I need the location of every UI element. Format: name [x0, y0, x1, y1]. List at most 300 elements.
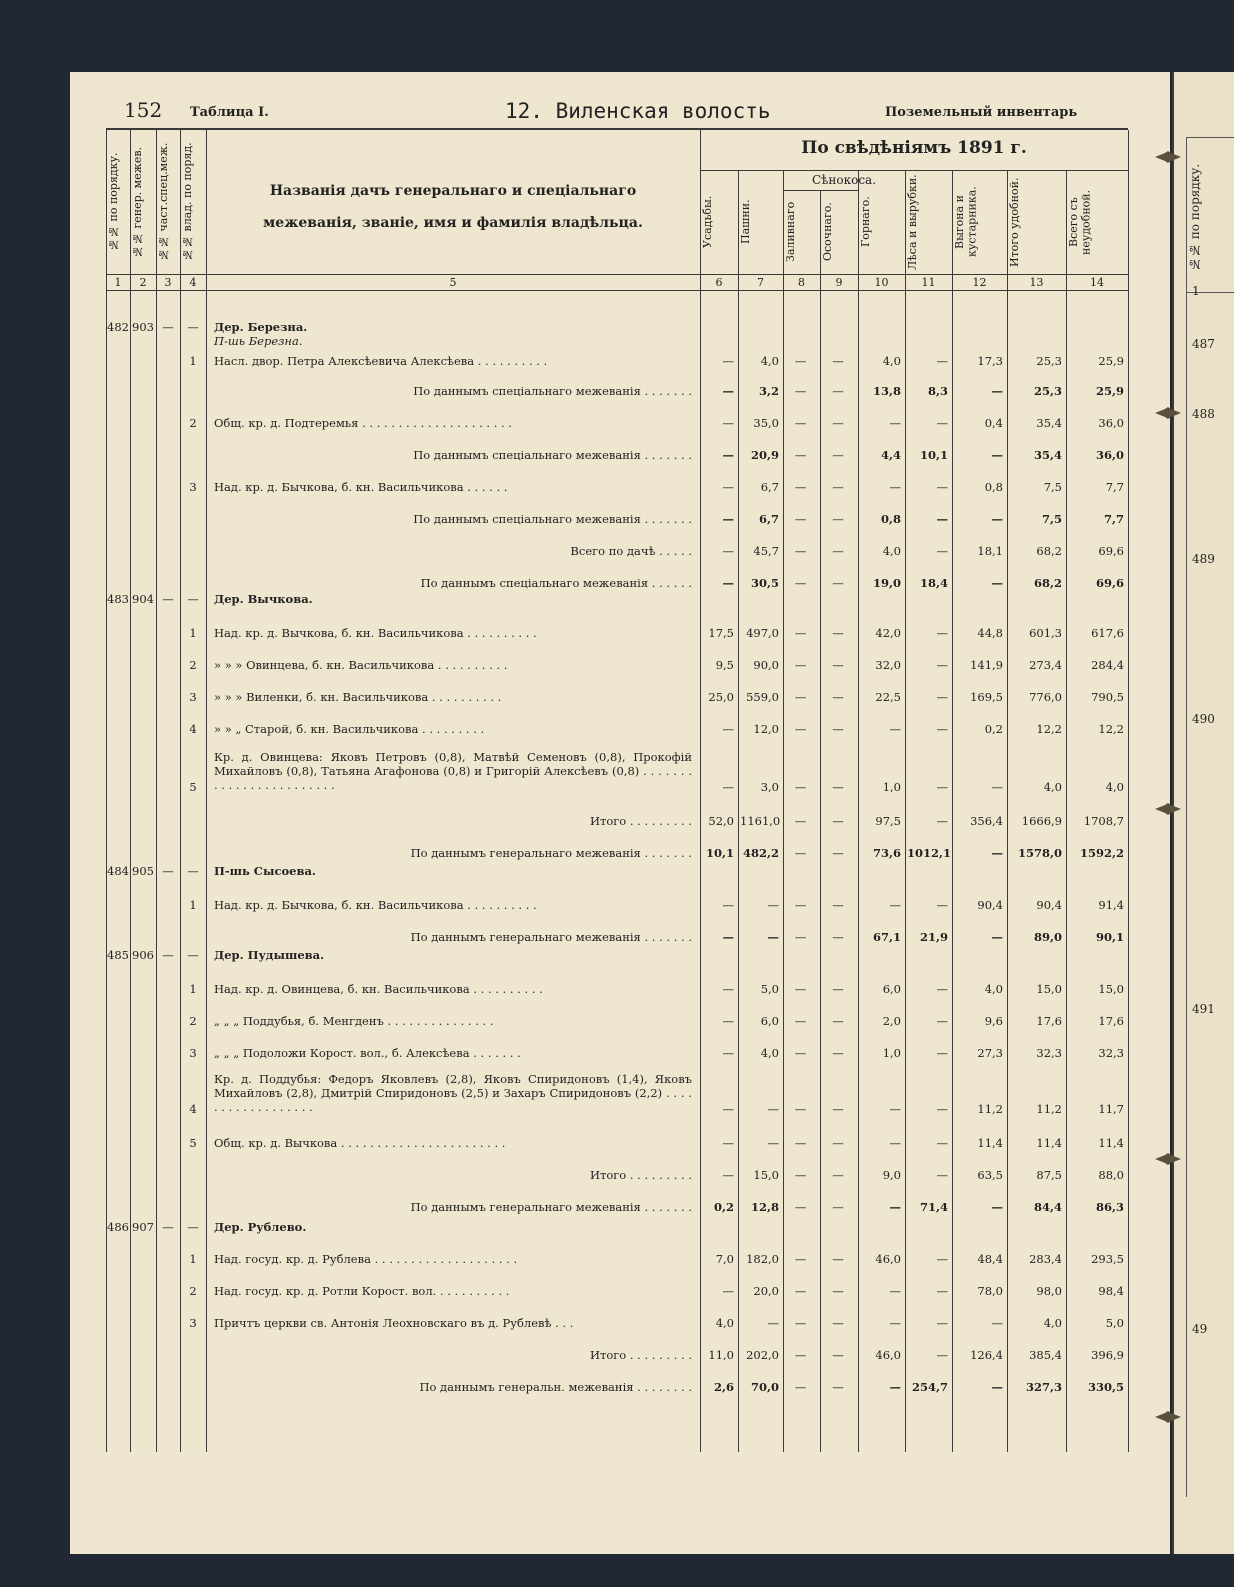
- column-number: 12: [972, 276, 987, 289]
- value-col-7: 6,0: [760, 1014, 779, 1028]
- value-col-7: —: [767, 930, 779, 944]
- value-col-11: —: [936, 354, 948, 368]
- value-col-7: 1161,0: [740, 814, 781, 828]
- owner-number: 3: [189, 1046, 197, 1060]
- value-col-11: —: [936, 512, 948, 526]
- binding-staple-icon: [1155, 404, 1181, 416]
- value-col-6: 10,1: [705, 846, 734, 860]
- value-col-10: —: [889, 480, 901, 494]
- volost-title: 12. Виленская волость: [505, 99, 771, 123]
- row-label: По даннымъ генеральн. межеванія . . . . . . . .: [419, 1380, 692, 1394]
- value-col-8: —: [794, 544, 807, 558]
- value-col-10: 4,4: [880, 448, 901, 462]
- column-rule: [1128, 130, 1129, 1452]
- facing-row-number: 489: [1192, 552, 1215, 566]
- row-number: 485: [107, 948, 129, 962]
- value-col-12: 17,3: [977, 354, 1003, 368]
- value-col-6: 25,0: [708, 690, 734, 704]
- value-col-9: —: [832, 1136, 844, 1150]
- column-rule: [905, 170, 906, 1452]
- value-col-13: 11,4: [1036, 1136, 1062, 1150]
- value-col-12: 0,2: [984, 722, 1003, 736]
- owner-number: 1: [189, 1252, 197, 1266]
- value-col-14: 69,6: [1095, 576, 1124, 590]
- owner-number: 5: [189, 780, 197, 794]
- value-col-7: 182,0: [746, 1252, 779, 1266]
- value-col-7: 35,0: [753, 416, 779, 430]
- value-col-10: —: [889, 416, 901, 430]
- column-header-12: Выгона и кустарника.: [953, 186, 979, 258]
- value-col-7: 12,0: [753, 722, 779, 736]
- value-col-7: 20,9: [750, 448, 779, 462]
- value-col-13: 87,5: [1036, 1168, 1062, 1182]
- value-col-9: —: [832, 1348, 844, 1362]
- value-col-6: —: [722, 544, 734, 558]
- column-number: 9: [835, 276, 843, 289]
- book-page: [70, 72, 1170, 1554]
- value-col-8: —: [794, 1102, 807, 1116]
- column-number: 2: [139, 276, 147, 289]
- value-col-13: 12,2: [1036, 722, 1062, 736]
- owner-number: 1: [189, 354, 197, 368]
- value-col-11: —: [936, 690, 948, 704]
- row-label: По даннымъ генеральнаго межеванія . . . . . . .: [410, 930, 692, 944]
- value-col-7: 12,8: [750, 1200, 779, 1214]
- value-col-13: 35,4: [1036, 416, 1062, 430]
- value-col-6: 4,0: [715, 1316, 734, 1330]
- owner-number: 4: [189, 1102, 197, 1116]
- value-col-8: —: [794, 1252, 807, 1266]
- value-col-11: —: [936, 1102, 948, 1116]
- special-survey-number: —: [162, 1220, 174, 1234]
- column-number: 11: [921, 276, 936, 289]
- row-label: Над. кр. д. Овинцева, б. кн. Васильчикова . . . . . . . . . .: [214, 982, 543, 996]
- value-col-11: —: [936, 780, 948, 794]
- row-label: Кр. д. Овинцева: Яковъ Петровъ (0,8), Матвѣй Семеновъ (0,8), Прокофій Михайловъ (0,8), Татьяна Агафонова (0,8) и Григорій Алексѣевъ (0,8) . . . . . . . . . . . . . . . . . . . . . . . .: [214, 750, 692, 792]
- column-number: 4: [189, 276, 197, 289]
- column-number: 8: [798, 276, 805, 289]
- column-header-3: №№ част.спец.меж.: [157, 142, 170, 262]
- value-col-8: —: [794, 1136, 807, 1150]
- value-col-12: 44,8: [977, 626, 1003, 640]
- value-col-9: —: [832, 1014, 844, 1028]
- value-col-10: —: [889, 1136, 901, 1150]
- value-col-9: —: [832, 846, 844, 860]
- value-col-7: 3,0: [760, 780, 779, 794]
- owner-number: —: [187, 864, 199, 878]
- value-col-14: 90,1: [1095, 930, 1124, 944]
- value-col-6: —: [722, 480, 734, 494]
- owner-number: 2: [189, 658, 197, 672]
- value-col-7: 4,0: [760, 1046, 779, 1060]
- value-col-10: —: [889, 1316, 901, 1330]
- column-header-7: Пашни.: [739, 199, 752, 245]
- value-col-9: —: [832, 1168, 844, 1182]
- value-col-13: 68,2: [1033, 576, 1062, 590]
- facing-row-number: 488: [1192, 407, 1215, 421]
- value-col-10: 46,0: [875, 1252, 901, 1266]
- value-col-8: —: [794, 846, 807, 860]
- group-header: По свѣдѣніямъ 1891 г.: [801, 138, 1027, 158]
- value-col-7: —: [767, 1316, 779, 1330]
- value-col-13: 4,0: [1043, 780, 1062, 794]
- facing-row-number: 487: [1192, 337, 1215, 351]
- value-col-9: —: [832, 1046, 844, 1060]
- value-col-10: —: [889, 1200, 901, 1214]
- value-col-12: 63,5: [977, 1168, 1003, 1182]
- value-col-7: 559,0: [746, 690, 779, 704]
- value-col-8: —: [794, 448, 807, 462]
- value-col-7: —: [767, 1102, 779, 1116]
- row-label: Всего по дачѣ . . . . .: [570, 544, 692, 558]
- row-label: Итого . . . . . . . . .: [589, 814, 692, 828]
- value-col-13: 283,4: [1029, 1252, 1062, 1266]
- value-col-14: 330,5: [1087, 1380, 1124, 1394]
- value-col-12: —: [991, 930, 1003, 944]
- owner-number: 3: [189, 1316, 197, 1330]
- binding-staple-icon: [1155, 1408, 1181, 1420]
- value-col-9: —: [832, 930, 844, 944]
- value-col-12: 18,1: [977, 544, 1003, 558]
- value-col-13: 15,0: [1036, 982, 1062, 996]
- value-col-11: —: [936, 1316, 948, 1330]
- column-number: 3: [164, 276, 172, 289]
- value-col-8: —: [794, 780, 807, 794]
- value-col-9: —: [832, 354, 844, 368]
- value-col-8: —: [794, 930, 807, 944]
- value-col-12: —: [991, 448, 1003, 462]
- column-rule: [738, 170, 739, 1452]
- owner-number: 5: [189, 1136, 197, 1150]
- value-col-12: —: [991, 1200, 1003, 1214]
- owner-number: 3: [189, 480, 197, 494]
- value-col-7: 3,2: [758, 384, 779, 398]
- value-col-7: 5,0: [760, 982, 779, 996]
- value-col-14: 284,4: [1091, 658, 1124, 672]
- row-label: По даннымъ спеціальнаго межеванія . . . . . .: [420, 576, 692, 590]
- owner-number: 2: [189, 416, 197, 430]
- value-col-8: —: [794, 1014, 807, 1028]
- value-col-6: —: [722, 722, 734, 736]
- value-col-14: 617,6: [1091, 626, 1124, 640]
- column-header-13: Итого удобной.: [1008, 177, 1021, 267]
- value-col-14: 32,3: [1098, 1046, 1124, 1060]
- value-col-10: 97,5: [875, 814, 901, 828]
- value-col-8: —: [794, 1168, 807, 1182]
- facing-column-number: 1: [1192, 284, 1200, 298]
- value-col-8: —: [794, 690, 807, 704]
- value-col-8: —: [794, 814, 807, 828]
- value-col-9: —: [832, 544, 844, 558]
- value-col-8: —: [794, 1200, 807, 1214]
- value-col-13: 4,0: [1043, 1316, 1062, 1330]
- column-header-1: №№ по порядку.: [107, 152, 120, 252]
- value-col-8: —: [794, 1316, 807, 1330]
- value-col-7: 6,7: [760, 480, 779, 494]
- row-label: Над. кр. д. Бычкова, б. кн. Васильчикова . . . . . .: [214, 480, 508, 494]
- value-col-10: 1,0: [882, 1046, 901, 1060]
- owner-number: 1: [189, 982, 197, 996]
- column-number: 1: [114, 276, 122, 289]
- value-col-11: 1012,1: [907, 846, 952, 860]
- value-col-8: —: [794, 576, 807, 590]
- numbers-bottom-rule: [106, 290, 1128, 291]
- value-col-7: 45,7: [753, 544, 779, 558]
- value-col-11: 8,3: [927, 384, 948, 398]
- value-col-10: 22,5: [875, 690, 901, 704]
- value-col-14: 36,0: [1098, 416, 1124, 430]
- owner-number: 1: [189, 626, 197, 640]
- estate-title: П-шь Сысоева.: [214, 864, 316, 878]
- value-col-12: 90,4: [977, 898, 1003, 912]
- value-col-9: —: [832, 658, 844, 672]
- value-col-11: —: [936, 1046, 948, 1060]
- value-col-9: —: [832, 1252, 844, 1266]
- value-col-7: 482,2: [742, 846, 779, 860]
- value-col-8: —: [794, 384, 807, 398]
- row-number: 486: [107, 1220, 129, 1234]
- value-col-11: 71,4: [919, 1200, 948, 1214]
- column-header-6: Усадьбы.: [701, 195, 714, 249]
- value-col-7: 4,0: [760, 354, 779, 368]
- value-col-12: 169,5: [970, 690, 1003, 704]
- special-survey-number: —: [162, 592, 174, 606]
- value-col-14: 86,3: [1095, 1200, 1124, 1214]
- row-label: » » „ Старой, б. кн. Васильчикова . . . . . . . . .: [214, 722, 485, 736]
- facing-row-number: 491: [1192, 1002, 1215, 1016]
- column-number: 5: [449, 276, 457, 289]
- column-rule: [952, 170, 953, 1452]
- value-col-7: 15,0: [753, 1168, 779, 1182]
- value-col-6: —: [722, 512, 734, 526]
- value-col-12: 11,2: [977, 1102, 1003, 1116]
- value-col-13: 98,0: [1036, 1284, 1062, 1298]
- estate-title: Дер. Пудышева.: [214, 948, 325, 962]
- estate-title: Дер. Березна.: [214, 320, 308, 334]
- value-col-6: 0,2: [713, 1200, 734, 1214]
- value-col-14: 7,7: [1105, 480, 1124, 494]
- row-label: По даннымъ спеціальнаго межеванія . . . . . . .: [413, 512, 692, 526]
- column-rule: [206, 130, 207, 1452]
- row-label: Причтъ церкви св. Антонія Леохновскаго въ д. Рублевѣ . . .: [214, 1316, 574, 1330]
- column-number: 14: [1090, 276, 1104, 289]
- owner-number: 3: [189, 690, 197, 704]
- value-col-14: 91,4: [1098, 898, 1124, 912]
- value-col-8: —: [794, 1380, 807, 1394]
- value-col-6: —: [722, 1168, 734, 1182]
- value-col-6: —: [722, 1014, 734, 1028]
- value-col-9: —: [832, 898, 844, 912]
- value-col-7: 30,5: [750, 576, 779, 590]
- column-rule: [783, 170, 784, 1452]
- hay-header: Сѣнокоса.: [811, 173, 877, 187]
- row-label: „ „ „ Подоложи Корост. вол., б. Алексѣева . . . . . . .: [214, 1046, 521, 1060]
- value-col-12: 27,3: [977, 1046, 1003, 1060]
- value-col-13: 89,0: [1033, 930, 1062, 944]
- value-col-12: 126,4: [970, 1348, 1003, 1362]
- value-col-11: —: [936, 814, 948, 828]
- value-col-7: —: [767, 898, 779, 912]
- facing-page-edge: [1172, 72, 1234, 1554]
- value-col-13: 35,4: [1033, 448, 1062, 462]
- value-col-12: 48,4: [977, 1252, 1003, 1266]
- value-col-7: 497,0: [746, 626, 779, 640]
- row-number: 482: [107, 320, 129, 334]
- column-rule: [700, 130, 701, 1452]
- value-col-14: 1708,7: [1083, 814, 1124, 828]
- value-col-9: —: [832, 448, 844, 462]
- value-col-12: —: [991, 780, 1003, 794]
- value-col-6: —: [722, 930, 734, 944]
- value-col-8: —: [794, 658, 807, 672]
- value-col-13: 25,3: [1036, 354, 1062, 368]
- row-label: По даннымъ спеціальнаго межеванія . . . . . . .: [413, 384, 692, 398]
- value-col-6: —: [722, 576, 734, 590]
- owner-number: —: [187, 592, 199, 606]
- column-header-11: Лѣса и вырубки.: [906, 174, 919, 270]
- value-col-13: 7,5: [1043, 480, 1062, 494]
- estate-title: Дер. Рублево.: [214, 1220, 307, 1234]
- value-col-13: 1666,9: [1021, 814, 1062, 828]
- value-col-12: —: [991, 846, 1003, 860]
- value-col-8: —: [794, 722, 807, 736]
- value-col-8: —: [794, 512, 807, 526]
- value-col-11: —: [936, 1252, 948, 1266]
- value-col-14: 11,4: [1098, 1136, 1124, 1150]
- value-col-9: —: [832, 1284, 844, 1298]
- group-header-rule: [700, 170, 1128, 171]
- value-col-10: 32,0: [875, 658, 901, 672]
- value-col-14: 25,9: [1098, 354, 1124, 368]
- value-col-6: —: [722, 1102, 734, 1116]
- value-col-9: —: [832, 982, 844, 996]
- value-col-8: —: [794, 480, 807, 494]
- value-col-6: —: [722, 1046, 734, 1060]
- value-col-11: 254,7: [911, 1380, 948, 1394]
- value-col-12: —: [991, 384, 1003, 398]
- general-survey-number: 905: [132, 864, 154, 878]
- binding-staple-icon: [1155, 800, 1181, 812]
- value-col-8: —: [794, 626, 807, 640]
- owner-number: 4: [189, 722, 197, 736]
- value-col-6: —: [722, 982, 734, 996]
- value-col-6: —: [722, 898, 734, 912]
- value-col-14: 12,2: [1098, 722, 1124, 736]
- owner-number: 2: [189, 1014, 197, 1028]
- facing-row-number: 490: [1192, 712, 1215, 726]
- value-col-14: 25,9: [1095, 384, 1124, 398]
- value-col-6: —: [722, 416, 734, 430]
- value-col-6: —: [722, 1284, 734, 1298]
- value-col-10: 0,8: [880, 512, 901, 526]
- value-col-10: 9,0: [882, 1168, 901, 1182]
- value-col-11: —: [936, 1136, 948, 1150]
- row-label: „ „ „ Поддубья, б. Менгденъ . . . . . . . . . . . . . . .: [214, 1014, 494, 1028]
- owner-number: 1: [189, 898, 197, 912]
- row-number: 483: [107, 592, 129, 606]
- table-top-rule: [106, 128, 1128, 130]
- value-col-13: 1578,0: [1017, 846, 1062, 860]
- value-col-10: 13,8: [872, 384, 901, 398]
- facing-column-header: №№ по порядку.: [1188, 163, 1202, 271]
- row-label: Итого . . . . . . . . .: [589, 1168, 692, 1182]
- value-col-14: 11,7: [1098, 1102, 1124, 1116]
- value-col-10: —: [889, 1102, 901, 1116]
- special-survey-number: —: [162, 948, 174, 962]
- value-col-13: 776,0: [1029, 690, 1062, 704]
- value-col-7: —: [767, 1136, 779, 1150]
- page-number: 152: [124, 98, 163, 122]
- special-survey-number: —: [162, 864, 174, 878]
- value-col-8: —: [794, 1284, 807, 1298]
- value-col-8: —: [794, 354, 807, 368]
- value-col-6: —: [722, 780, 734, 794]
- value-col-13: 7,5: [1041, 512, 1062, 526]
- value-col-10: 2,0: [882, 1014, 901, 1028]
- value-col-11: —: [936, 898, 948, 912]
- value-col-7: 202,0: [746, 1348, 779, 1362]
- owner-number: —: [187, 1220, 199, 1234]
- value-col-13: 601,3: [1029, 626, 1062, 640]
- value-col-7: 20,0: [753, 1284, 779, 1298]
- facing-row-number: 49: [1192, 1322, 1208, 1336]
- value-col-9: —: [832, 384, 844, 398]
- column-header-9: Осочнаго.: [821, 202, 834, 262]
- value-col-13: 90,4: [1036, 898, 1062, 912]
- value-col-12: 4,0: [984, 982, 1003, 996]
- value-col-14: 790,5: [1091, 690, 1124, 704]
- value-col-14: 1592,2: [1079, 846, 1124, 860]
- value-col-10: —: [889, 1284, 901, 1298]
- owner-number: —: [187, 320, 199, 334]
- value-col-13: 327,3: [1025, 1380, 1062, 1394]
- value-col-12: —: [991, 1316, 1003, 1330]
- value-col-10: 42,0: [875, 626, 901, 640]
- value-col-8: —: [794, 1348, 807, 1362]
- value-col-9: —: [832, 690, 844, 704]
- value-col-14: 98,4: [1098, 1284, 1124, 1298]
- value-col-8: —: [794, 898, 807, 912]
- row-label: Над. госуд. кр. д. Ротли Корост. вол. . . . . . . . . . .: [214, 1284, 510, 1298]
- row-label: Над. госуд. кр. д. Рублева . . . . . . . . . . . . . . . . . . . .: [214, 1252, 518, 1266]
- value-col-11: —: [936, 1014, 948, 1028]
- value-col-9: —: [832, 1316, 844, 1330]
- value-col-14: 7,7: [1103, 512, 1124, 526]
- value-col-9: —: [832, 1200, 844, 1214]
- row-label: Кр. д. Поддубья: Федоръ Яковлевъ (2,8), Яковъ Спиридоновъ (1,4), Яковъ Михайловъ (2,8), Дмитрій Спиридоновъ (2,5) и Захаръ Спиридоновъ (2,2) . . . . . . . . . . . . . . . . . .: [214, 1072, 692, 1114]
- value-col-13: 17,6: [1036, 1014, 1062, 1028]
- value-col-6: 11,0: [708, 1348, 734, 1362]
- value-col-10: 67,1: [872, 930, 901, 944]
- row-label: Итого . . . . . . . . .: [589, 1348, 692, 1362]
- value-col-7: 90,0: [753, 658, 779, 672]
- value-col-12: 78,0: [977, 1284, 1003, 1298]
- table-label: Таблица I.: [190, 105, 269, 120]
- value-col-6: —: [722, 1136, 734, 1150]
- column-rule: [858, 170, 859, 1452]
- value-col-9: —: [832, 512, 844, 526]
- value-col-14: 293,5: [1091, 1252, 1124, 1266]
- value-col-10: 73,6: [872, 846, 901, 860]
- value-col-12: —: [991, 512, 1003, 526]
- row-label: Над. кр. д. Бычкова, б. кн. Васильчикова . . . . . . . . . .: [214, 898, 537, 912]
- value-col-9: —: [832, 480, 844, 494]
- general-survey-number: 904: [132, 592, 154, 606]
- value-col-14: 15,0: [1098, 982, 1124, 996]
- value-col-10: 1,0: [882, 780, 901, 794]
- value-col-10: 4,0: [882, 354, 901, 368]
- value-col-9: —: [832, 576, 844, 590]
